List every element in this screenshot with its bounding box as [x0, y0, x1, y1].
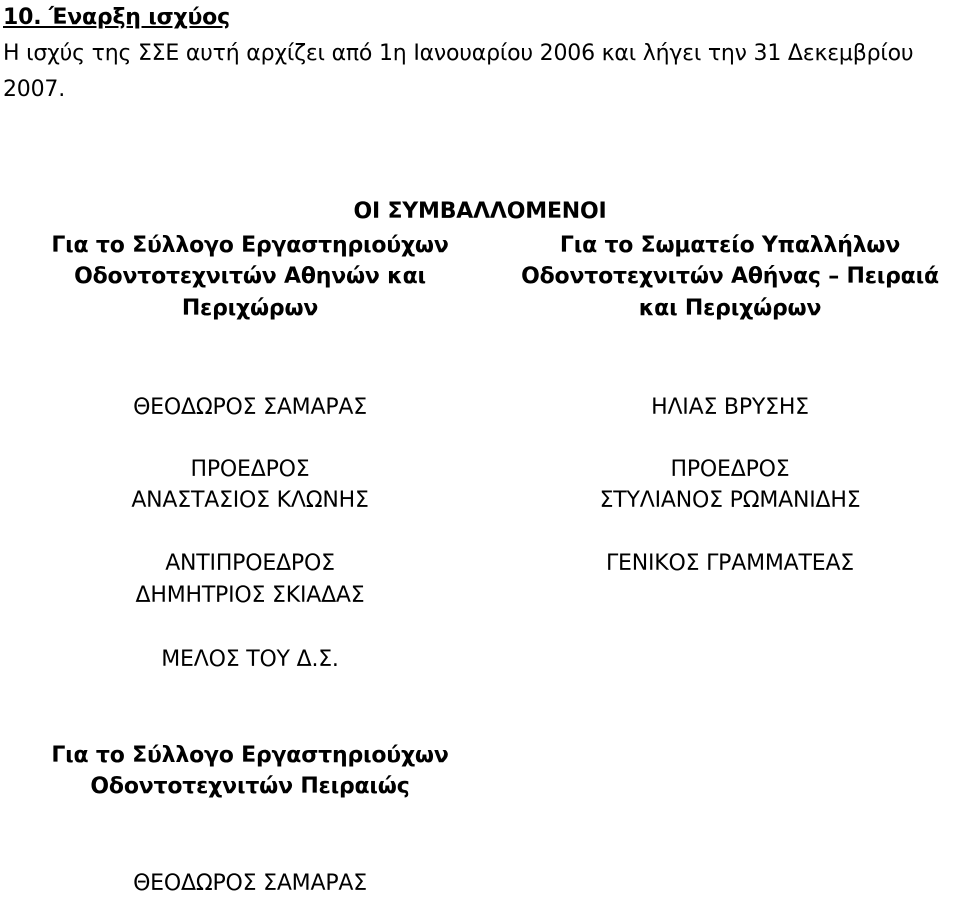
right-party-line-1: Για το Σωματείο Υπαλλήλων [559, 233, 901, 258]
left-signatory-role-3: ΜΕΛΟΣ ΤΟΥ Δ.Σ. [161, 647, 339, 672]
parties-title: ΟΙ ΣΥΜΒΑΛΛΟΜΕΝΟΙ [353, 199, 607, 224]
left-party-line-3: Περιχώρων [181, 296, 319, 321]
left-signatory-name-3: ΔΗΜΗΤΡΙΟΣ ΣΚΙΑΔΑΣ [135, 583, 365, 608]
left-signatory-name-2: ΑΝΑΣΤΑΣΙΟΣ ΚΛΩΝΗΣ [131, 488, 369, 513]
left-signatory-role-2: ΑΝΤΙΠΡΟΕΔΡΟΣ [165, 551, 335, 576]
right-signatory-role-2: ΓΕΝΙΚΟΣ ΓΡΑΜΜΑΤΕΑΣ [605, 551, 854, 576]
left-signatory-name-1: ΘΕΟΔΩΡΟΣ ΣΑΜΑΡΑΣ [133, 395, 367, 420]
section-heading: 10. Έναρξη ισχύος [3, 5, 230, 30]
section-paragraph-line-2: 2007. [3, 77, 65, 102]
right-signatory-name-1: ΗΛΙΑΣ ΒΡΥΣΗΣ [651, 395, 809, 420]
piraeus-signatory-name: ΘΕΟΔΩΡΟΣ ΣΑΜΑΡΑΣ [133, 871, 367, 896]
left-party-line-2: Οδοντοτεχνιτών Αθηνών και [74, 264, 426, 289]
section-paragraph-line-1: Η ισχύς της ΣΣΕ αυτή αρχίζει από 1η Ιανουαρίου 2006 και λήγει την 31 Δεκεμβρίου [3, 41, 914, 66]
piraeus-party-line-1: Για το Σύλλογο Εργαστηριούχων [51, 743, 449, 768]
left-signatory-role-1: ΠΡΟΕΔΡΟΣ [190, 457, 310, 482]
right-party-line-3: και Περιχώρων [638, 296, 822, 321]
left-party-line-1: Για το Σύλλογο Εργαστηριούχων [51, 233, 449, 258]
right-party-line-2: Οδοντοτεχνιτών Αθήνας – Πειραιά [521, 264, 939, 289]
piraeus-party-line-2: Οδοντοτεχνιτών Πειραιώς [90, 774, 410, 799]
right-signatory-name-2: ΣΤΥΛΙΑΝΟΣ ΡΩΜΑΝΙΔΗΣ [599, 488, 861, 513]
right-signatory-role-1: ΠΡΟΕΔΡΟΣ [670, 457, 790, 482]
